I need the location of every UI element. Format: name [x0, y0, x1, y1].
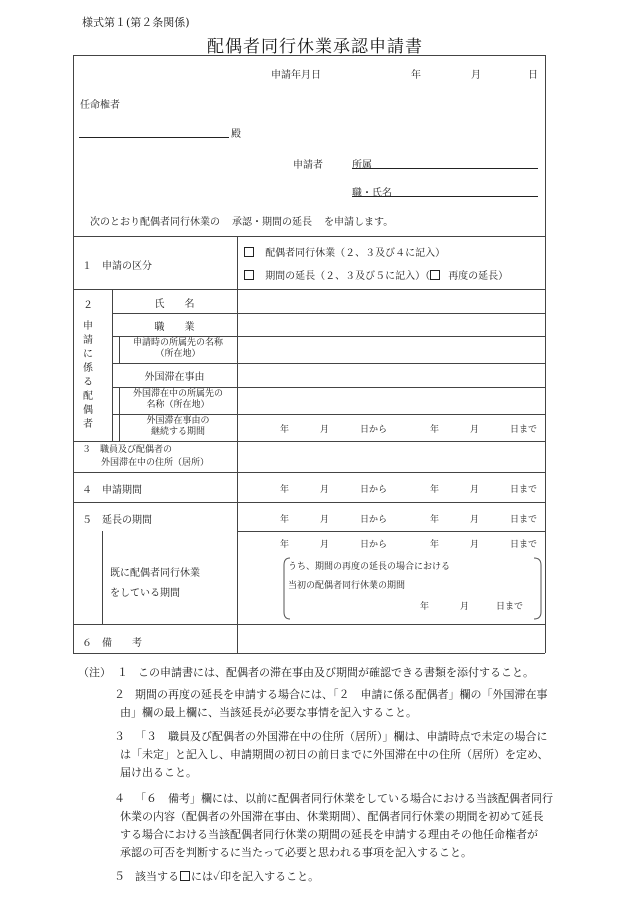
authority-label: 任命権者 [80, 100, 120, 111]
checkbox-re-extension[interactable] [430, 270, 440, 280]
note-2: ２ 期間の再度の延長を申請する場合には、「２ 申請に係る配偶者」欄の「外国滞在事 由」欄の最上欄に、当該延長が必要な事情を記入すること。 [114, 688, 548, 719]
authority-line[interactable] [79, 137, 229, 138]
frame-left [73, 55, 74, 653]
honorific: 殿 [231, 129, 241, 140]
page-title: 配偶者同行休業承認申請書 [207, 37, 423, 57]
note-4: ４ 「６ 備考」欄には、以前に配偶者同行休業をしている場合における当該配偶者同行 休業の内容（配偶者の外国滞在事由、休業期間）、配偶者同行休業の期間を初めて延長 する場合における当該配偶者同行休業の期間の延長を申請する理由その他任命権者が 承認の可否を判断するに当たって必要と思われる事項を記入すること。 [114, 792, 553, 859]
reason-label: 外国滞在事由 [144, 372, 205, 383]
name-label: 氏 名 [154, 299, 195, 310]
applicant-label: 申請者 [293, 160, 323, 171]
statement-prefix: 次のとおり配偶者同行休業の [90, 217, 220, 228]
affiliation-line[interactable] [352, 168, 538, 169]
form-number: 様式第１(第２条関係) [82, 16, 190, 29]
checkbox-extension[interactable] [244, 270, 254, 280]
row3-label: ３ 職員及び配偶者の 外国滞在中の住所（居所） [82, 445, 210, 468]
frame-top [73, 55, 545, 56]
foreign-employer-label: 外国滞在中の所属先の 名称（所在地） [132, 389, 223, 410]
frame-bottom [73, 653, 545, 654]
bracket-line-1: うち、期間の再度の延長の場合における [288, 562, 451, 572]
statement-suffix: を申請します。 [324, 217, 394, 228]
checkbox-sample-icon [180, 871, 190, 881]
frame-right [545, 55, 546, 653]
row1-label: １ 申請の区分 [82, 261, 152, 272]
note-5: ５ 該当する には✓印を記入すること。 [114, 870, 320, 883]
existing-leave-label: 既に配偶者同行休業 をしている期間 [110, 568, 200, 599]
employer-label: 申請時の所属先の名称 （所在地） [132, 338, 223, 359]
affiliation-label: 所属 [352, 160, 372, 171]
option-extension: 期間の延長（２、３及び５に記入）（ 再度の延長） [244, 267, 508, 282]
row2-vertical-label: 申請に係る配偶者 [83, 321, 93, 430]
job-label: 職 業 [154, 322, 195, 333]
row4-label: ４ 申請期間 [82, 485, 142, 496]
statement-options: 承認・期間の延長 [232, 217, 312, 228]
period-label: 外国滞在事由の 継続する期間 [146, 416, 210, 437]
position-name-line[interactable] [352, 196, 538, 197]
row5-label: ５ 延長の期間 [82, 515, 152, 526]
date-label: 申請年月日 [271, 70, 321, 81]
checkbox-new[interactable] [244, 247, 254, 257]
statement [90, 213, 393, 228]
bracket-line-2: 当初の配偶者同行休業の期間 [288, 581, 406, 591]
note-3: ３ 「３ 職員及び配偶者の外国滞在中の住所（居所）」欄は、申請時点で未定の場合に は「未定」と記入し、申請期間の初日の前日までに外国滞在中の住所（居所）を定め、 届け出ること。 [114, 730, 549, 779]
position-name-label: 職・氏名 [352, 188, 392, 199]
date-month: 月 [471, 70, 481, 81]
date-year: 年 [411, 70, 421, 81]
row2-num: ２ [83, 300, 93, 311]
option-new: 配偶者同行休業（２、３及び４に記入） [244, 244, 445, 259]
row6-label: ６ 備 考 [82, 638, 142, 649]
note-1: （注） １ この申請書には、配偶者の滞在事由及び期間が確認できる書類を添付すること。 [78, 666, 534, 679]
date-day: 日 [528, 70, 538, 81]
